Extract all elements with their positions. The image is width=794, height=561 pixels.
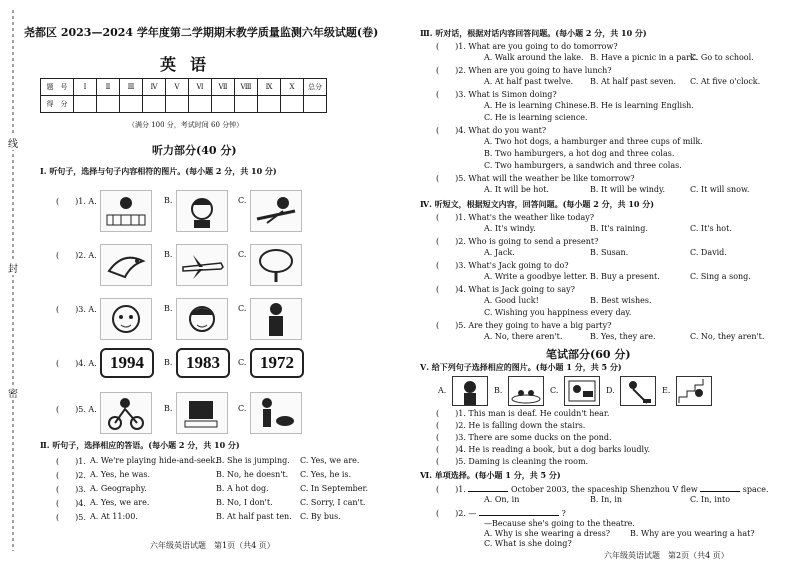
score-row-label: 得 分 xyxy=(41,96,74,113)
s3-q1-b[interactable]: B. Have a picnic in a park. xyxy=(590,53,698,62)
score-input-cell[interactable] xyxy=(74,96,97,113)
picture-bird[interactable] xyxy=(100,244,152,286)
s5-q4: ( )4. He is reading a book, but a dog barks loudly. xyxy=(436,445,651,454)
s1-q3-c: C. xyxy=(238,304,247,313)
s5-letter-b: B. xyxy=(494,386,503,395)
score-input-cell[interactable] xyxy=(166,96,189,113)
score-header-cell: Ⅷ xyxy=(235,79,258,96)
s5-letter-e: E. xyxy=(662,386,671,395)
s3-q3-b[interactable]: B. He is learning English. xyxy=(590,101,694,110)
footer-right: 六年级英语试题 第2页（共4 页） xyxy=(604,551,729,560)
score-header-cell: 题 号 xyxy=(41,79,74,96)
subject-title: 英语 xyxy=(160,55,221,74)
s1-q5-b: B. xyxy=(164,404,173,413)
s3-q5-b[interactable]: B. It will be windy. xyxy=(590,185,666,194)
s4-q3-b[interactable]: B. Buy a present. xyxy=(590,272,660,281)
score-header-cell: Ⅳ xyxy=(143,79,166,96)
s4-q4-question: ( )4. What is Jack going to say? xyxy=(436,285,575,294)
picture-girl-smiling[interactable] xyxy=(176,298,228,340)
section2-heading: Ⅱ. 听句子，选择相应的答语。(每小题 2 分，共 10 分) xyxy=(40,440,240,450)
s1-q3-b: B. xyxy=(164,304,173,313)
s6-q1-blank1[interactable] xyxy=(468,483,508,492)
s6-q2-reply: —Because she's going to the theatre. xyxy=(484,519,635,528)
s3-q2-a[interactable]: A. At half past twelve. xyxy=(484,77,574,86)
exam-note: （满分 100 分，考试时间 60 分钟） xyxy=(128,121,244,129)
s6-q1-c[interactable]: C. In, into xyxy=(690,495,731,504)
s3-q2-c[interactable]: C. At five o'clock. xyxy=(690,77,761,86)
s2-q4-c[interactable]: C. Sorry, I can't. xyxy=(300,498,366,507)
picture-girl-face[interactable] xyxy=(176,190,228,232)
binding-mark-line: 线 xyxy=(8,135,18,150)
s1-q2-num: ( )2. A. xyxy=(56,251,97,260)
score-input-cell[interactable] xyxy=(304,96,327,113)
s4-q2-b[interactable]: B. Susan. xyxy=(590,248,629,257)
s2-q3-b[interactable]: B. A hot dog. xyxy=(216,484,269,493)
s3-q3-question: ( )3. What is Simon doing? xyxy=(436,90,557,99)
s6-q1-text-end: space. xyxy=(742,485,769,494)
s2-q2-num: ( )2. xyxy=(56,471,86,480)
s3-q5-a[interactable]: A. It will be hot. xyxy=(484,185,549,194)
s3-q4-c[interactable]: C. Two hamburgers, a sandwich and three colas. xyxy=(484,161,682,170)
s1-q4-b: B. xyxy=(164,358,173,367)
section6-heading: Ⅵ. 单项选择。(每小题 1 分，共 5 分) xyxy=(420,470,561,480)
s5-q1: ( )1. This man is deaf. He couldn't hear. xyxy=(436,409,610,418)
s4-q4-c[interactable]: C. Wishing you happiness every day. xyxy=(484,308,632,317)
footer-left: 六年级英语试题 第1页（共4 页） xyxy=(150,541,275,550)
picture-boy-on-branch[interactable] xyxy=(250,190,302,232)
s2-q3-a[interactable]: A. Geography. xyxy=(90,484,147,493)
s2-q1-num: ( )1. xyxy=(56,457,86,466)
s2-q4-num: ( )4. xyxy=(56,499,86,508)
s4-q5-c[interactable]: C. No, they aren't. xyxy=(690,332,765,341)
s2-q4-a[interactable]: A. Yes, we are. xyxy=(90,498,150,507)
s1-q1-c: C. xyxy=(238,196,247,205)
s4-q1-a[interactable]: A. It's windy. xyxy=(484,224,536,233)
s6-q2-c[interactable]: C. What is she doing? xyxy=(484,539,572,548)
picture-tree[interactable] xyxy=(250,244,302,286)
score-header-cell: Ⅹ xyxy=(281,79,304,96)
s6-q1-b[interactable]: B. In, in xyxy=(590,495,623,504)
binding-mark-seal: 封 xyxy=(8,260,18,275)
score-input-cell[interactable] xyxy=(212,96,235,113)
s2-q3-num: ( )3. xyxy=(56,485,86,494)
s2-q1-b[interactable]: B. She is jumping. xyxy=(216,456,290,465)
s3-q3-a[interactable]: A. He is learning Chinese. xyxy=(484,101,590,110)
picture-ducks-pond[interactable] xyxy=(508,376,544,406)
picture-girl-at-fence[interactable] xyxy=(100,190,152,232)
section5-heading: Ⅴ. 给下列句子选择相应的图片。(每小题 1 分，共 5 分) xyxy=(420,362,622,372)
s5-letter-c: C. xyxy=(550,386,559,395)
picture-plane[interactable] xyxy=(176,244,228,286)
s5-q5: ( )5. Daming is cleaning the room. xyxy=(436,457,589,466)
s4-q3-a[interactable]: A. Write a goodbye letter. xyxy=(484,272,588,281)
picture-reading-dog-barks[interactable] xyxy=(564,376,600,406)
s2-q5-c[interactable]: C. By bus. xyxy=(300,512,341,521)
s2-q2-b[interactable]: B. No, he doesn't. xyxy=(216,470,289,479)
score-input-cell[interactable] xyxy=(258,96,281,113)
s4-q1-c[interactable]: C. It's hot. xyxy=(690,224,732,233)
s1-q1-b: B. xyxy=(164,196,173,205)
picture-cleaning-room[interactable] xyxy=(620,376,656,406)
s6-q1-line xyxy=(436,483,769,495)
exam-title: 尧都区 2023—2024 学年度第二学期期末教学质量监测六年级试题(卷) xyxy=(24,26,379,39)
s4-q5-question: ( )5. Are they going to have a big party? xyxy=(436,321,612,330)
score-input-cell[interactable] xyxy=(120,96,143,113)
picture-boy-cycling[interactable] xyxy=(100,392,152,434)
s2-q2-a[interactable]: A. Yes, he was. xyxy=(90,470,151,479)
year-1972[interactable]: 1972 xyxy=(250,348,304,378)
s1-q2-b: B. xyxy=(164,250,173,259)
picture-computer[interactable] xyxy=(176,392,228,434)
score-input-cell[interactable] xyxy=(235,96,258,113)
s6-q2-b[interactable]: B. Why are you wearing a hat? xyxy=(630,529,755,538)
score-header-cell: Ⅰ xyxy=(74,79,97,96)
score-input-cell[interactable] xyxy=(281,96,304,113)
s4-q4-b[interactable]: B. Best wishes. xyxy=(590,296,652,305)
section1-heading: Ⅰ. 听句子，选择与句子内容相符的图片。(每小题 2 分，共 10 分) xyxy=(40,166,277,176)
s6-q2-line xyxy=(436,507,566,519)
s6-q1-a[interactable]: A. On, in xyxy=(484,495,520,504)
s4-q2-question: ( )2. Who is going to send a present? xyxy=(436,237,599,246)
s2-q4-b[interactable]: B. No, I don't. xyxy=(216,498,273,507)
s3-q1-c[interactable]: C. Go to school. xyxy=(690,53,754,62)
s3-q5-c[interactable]: C. It will snow. xyxy=(690,185,750,194)
score-input-cell[interactable] xyxy=(189,96,212,113)
s3-q4-question: ( )4. What do you want? xyxy=(436,126,547,135)
score-header-cell: Ⅱ xyxy=(97,79,120,96)
year-1983[interactable]: 1983 xyxy=(176,348,230,378)
s2-q5-a[interactable]: A. At 11:00. xyxy=(90,512,138,521)
s1-q1-num: ( )1. A. xyxy=(56,197,97,206)
s4-q3-c[interactable]: C. Sing a song. xyxy=(690,272,751,281)
s4-q2-c[interactable]: C. David. xyxy=(690,248,727,257)
score-header-cell: Ⅲ xyxy=(120,79,143,96)
s1-q4-num: ( )4. A. xyxy=(56,359,97,368)
s4-q4-a[interactable]: A. Good luck! xyxy=(484,296,539,305)
s6-q2-a[interactable]: A. Why is she wearing a dress? xyxy=(484,529,611,538)
s3-q3-c[interactable]: C. He is learning science. xyxy=(484,113,588,122)
s1-q2-c: C. xyxy=(238,250,247,259)
s1-q3-num: ( )3. A. xyxy=(56,305,97,314)
s6-q2-blank[interactable] xyxy=(479,507,559,516)
score-header-cell: 总分 xyxy=(304,79,327,96)
s5-q3: ( )3. There are some ducks on the pond. xyxy=(436,433,612,442)
s1-q5-c: C. xyxy=(238,404,247,413)
s3-q5-question: ( )5. What will the weather be like tomorrow? xyxy=(436,174,635,183)
year-1994[interactable]: 1994 xyxy=(100,348,154,378)
score-header-cell: Ⅶ xyxy=(212,79,235,96)
s6-q2-num: ( )2. — xyxy=(436,509,477,518)
score-input-cell[interactable] xyxy=(143,96,166,113)
s2-q5-num: ( )5. xyxy=(56,513,86,522)
s2-q1-c[interactable]: C. Yes, we are. xyxy=(300,456,360,465)
s2-q5-b[interactable]: B. At half past ten. xyxy=(216,512,292,521)
s1-q4-c: C. xyxy=(238,358,247,367)
s3-q1-a[interactable]: A. Walk around the lake. xyxy=(484,53,584,62)
s6-q2-end: ? xyxy=(561,509,566,518)
s4-q1-question: ( )1. What's the weather like today? xyxy=(436,213,595,222)
s3-q2-b[interactable]: B. At half past seven. xyxy=(590,77,676,86)
picture-man-standing[interactable] xyxy=(250,298,302,340)
s4-q5-a[interactable]: A. No, there aren't. xyxy=(484,332,563,341)
score-header-cell: Ⅵ xyxy=(189,79,212,96)
score-input-cell[interactable] xyxy=(97,96,120,113)
s6-q1-text: October 2003, the spaceship Shenzhou V flew xyxy=(510,485,698,494)
s3-q4-a[interactable]: A. Two hot dogs, a hamburger and three cups of milk. xyxy=(484,137,703,146)
s5-letter-d: D. xyxy=(606,386,615,395)
s5-letter-a: A. xyxy=(438,386,447,395)
score-header-cell: Ⅸ xyxy=(258,79,281,96)
section4-heading: Ⅳ. 听短文，根据短文内容，回答问题。(每小题 2 分，共 10 分) xyxy=(420,199,655,209)
s4-q2-a[interactable]: A. Jack. xyxy=(484,248,515,257)
picture-deaf-man[interactable] xyxy=(452,376,488,406)
s4-q5-b[interactable]: B. Yes, they are. xyxy=(590,332,656,341)
s2-q1-a[interactable]: A. We're playing hide-and-seek. xyxy=(90,456,218,465)
binding-margin xyxy=(0,0,26,561)
listening-title: 听力部分(40 分) xyxy=(152,144,237,157)
score-table xyxy=(40,78,327,113)
s3-q2-question: ( )2. When are you going to have lunch? xyxy=(436,66,612,75)
picture-falling-stairs[interactable] xyxy=(676,376,712,406)
s4-q1-b[interactable]: B. It's raining. xyxy=(590,224,648,233)
s2-q3-c[interactable]: C. In September. xyxy=(300,484,368,493)
section3-heading: Ⅲ. 听对话，根据对话内容回答问题。(每小题 2 分，共 10 分) xyxy=(420,28,647,38)
picture-boy-with-dog[interactable] xyxy=(250,392,302,434)
picture-boy-face[interactable] xyxy=(100,298,152,340)
writing-title: 笔试部分(60 分) xyxy=(546,348,631,361)
s6-q1-blank2[interactable] xyxy=(700,483,740,492)
binding-mark-secret: 密 xyxy=(8,385,18,400)
s4-q3-question: ( )3. What's Jack going to do? xyxy=(436,261,569,270)
s3-q4-b[interactable]: B. Two hamburgers, a hot dog and three colas. xyxy=(484,149,675,158)
s5-q2: ( )2. He is falling down the stairs. xyxy=(436,421,586,430)
s6-q1-num: ( )1. xyxy=(436,485,466,494)
score-header-cell: Ⅴ xyxy=(166,79,189,96)
s1-q5-num: ( )5. A. xyxy=(56,405,97,414)
s3-q1-question: ( )1. What are you going to do tomorrow? xyxy=(436,42,618,51)
s2-q2-c[interactable]: C. Yes, he is. xyxy=(300,470,352,479)
